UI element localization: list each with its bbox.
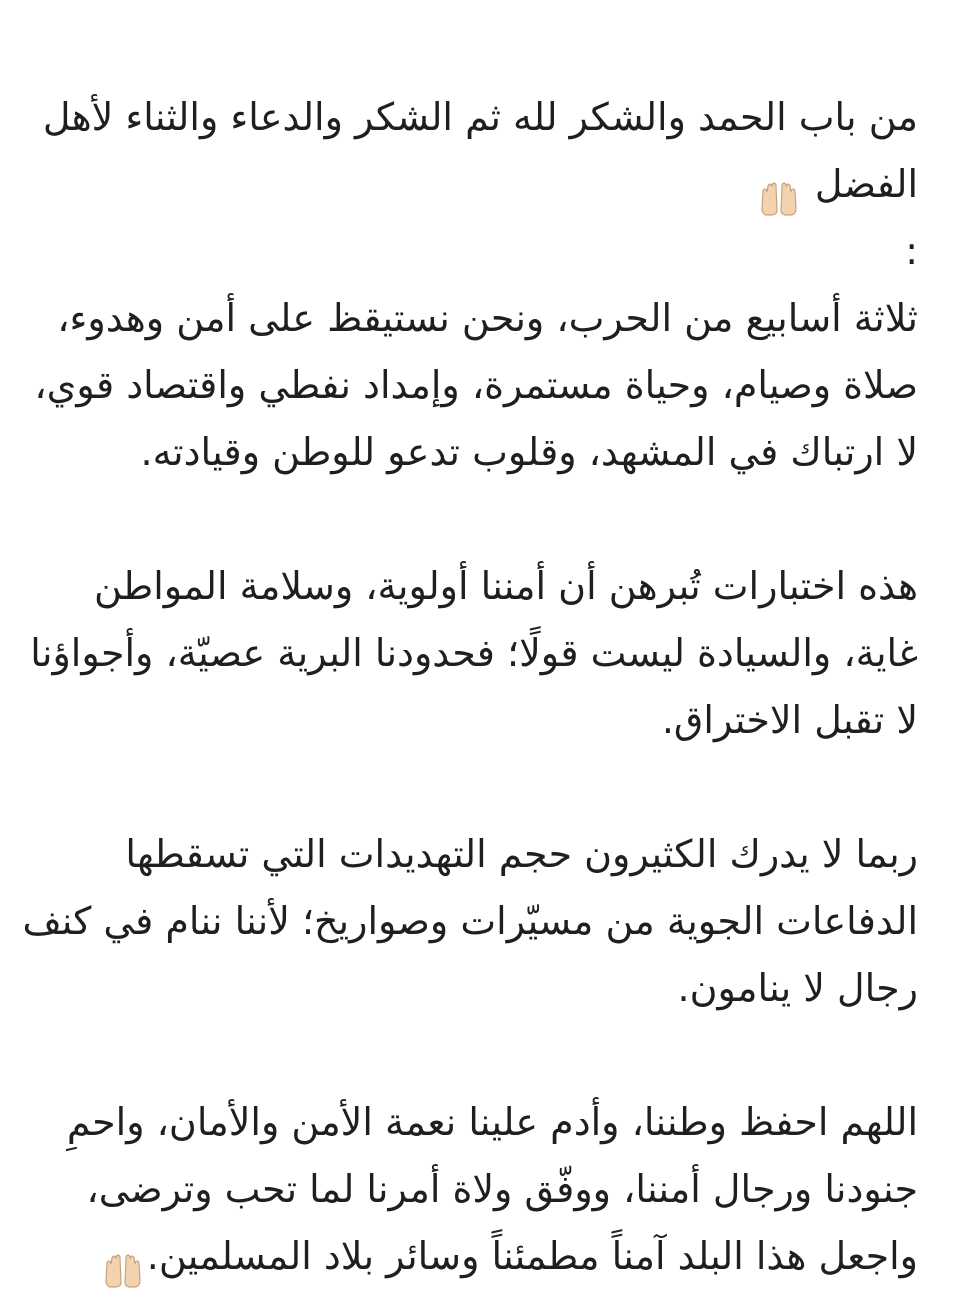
text-line: رجال لا ينامون.	[677, 966, 918, 1010]
post-text	[22, 84, 918, 1290]
text-line: جنودنا ورجال أمننا، ووفّق ولاة أمرنا لما تحب وترضى،	[86, 1167, 918, 1211]
text-line	[40, 151, 918, 218]
paragraph-1	[34, 84, 918, 486]
text-line: الدفاعات الجوية من مسيّرات وصواريخ؛ لأننا ننام في كنف	[22, 899, 918, 943]
text-line: اللهم احفظ وطننا، وأدم علينا نعمة الأمن والأمان، واحمِ	[66, 1100, 918, 1144]
palms-up-together-icon	[103, 1242, 143, 1276]
paragraph-spacer	[40, 1022, 918, 1089]
text-segment: واجعل هذا البلد آمناً مطمئناً وسائر بلاد المسلمين.	[146, 1234, 918, 1278]
paragraph-spacer	[40, 754, 918, 821]
text-line: غاية، والسيادة ليست قولًا؛ فحدودنا البرية عصيّة، وأجواؤنا	[30, 631, 918, 675]
text-line: ثلاثة أسابيع من الحرب، ونحن نستيقظ على أمن وهدوء،	[57, 296, 918, 340]
paragraph-4	[40, 1089, 918, 1290]
paragraph-2	[30, 553, 918, 754]
palms-up-together-icon	[759, 170, 799, 204]
text-line	[40, 1223, 918, 1290]
text-line: ربما لا يدرك الكثيرون حجم التهديدات التي تسقطها	[125, 832, 918, 876]
palms-up-together-icon	[103, 1254, 143, 1288]
text-line: لا تقبل الاختراق.	[661, 698, 918, 742]
paragraph-spacer	[40, 486, 918, 553]
text-segment: الفضل	[814, 162, 918, 206]
text-line: هذه اختبارات تُبرهن أن أمننا أولوية، وسلامة المواطن	[94, 564, 918, 608]
paragraph-3	[22, 821, 918, 1022]
text-line: من باب الحمد والشكر لله ثم الشكر والدعاء والثناء لأهل	[42, 95, 918, 139]
text-line: صلاة وصيام، وحياة مستمرة، وإمداد نفطي واقتصاد قوي،	[34, 363, 918, 407]
text-line: :	[905, 229, 918, 273]
palms-up-together-icon	[759, 182, 799, 216]
text-line: لا ارتباك في المشهد، وقلوب تدعو للوطن وقيادته.	[140, 430, 918, 474]
